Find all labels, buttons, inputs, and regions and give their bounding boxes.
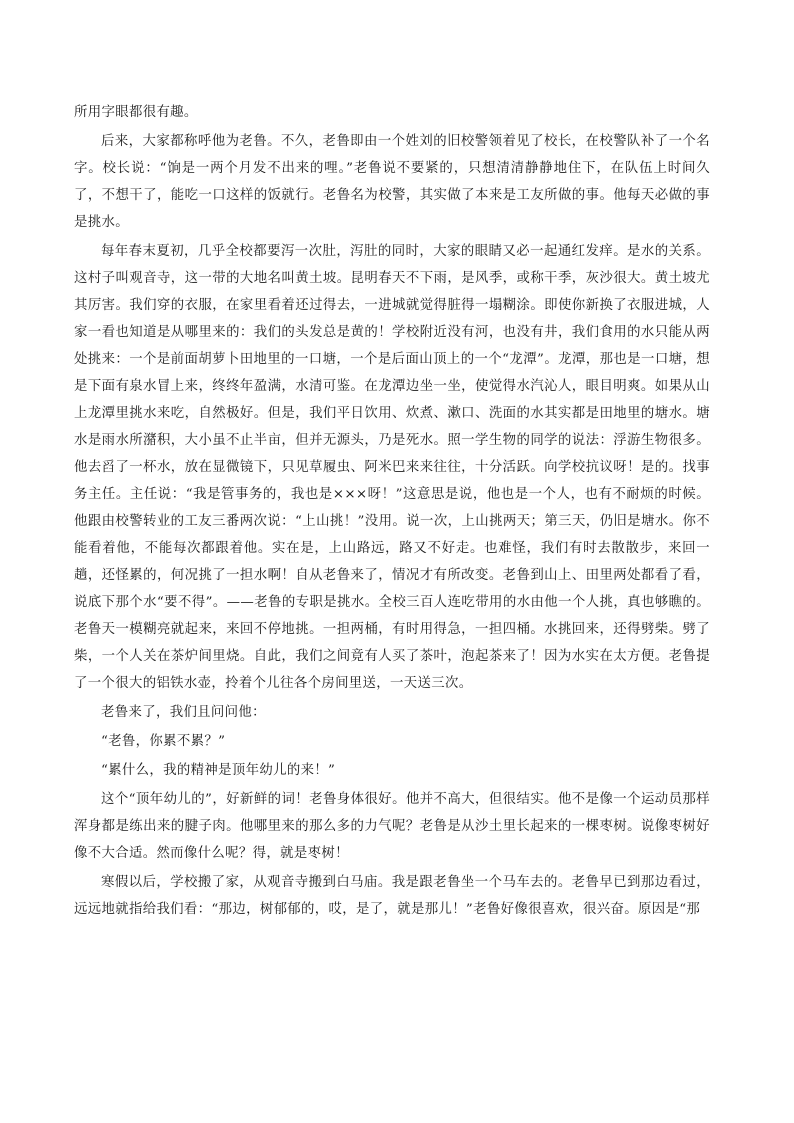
paragraph-2: 后来，大家都称呼他为老鲁。不久，老鲁即由一个姓刘的旧校警领着见了校长，在校警队补了一个名字。校长说：“饷是一两个月发不出来的哩。”老鲁说不要紧的，只想清清静静地住下，在队伍上时间久了，不想干了，能吃一口这样的饭就行。老鲁名为校警，其实做了本来是工友所做的事。他每天必做的事是挑水。 bbox=[74, 134, 710, 230]
dialogue-line-1: “老鲁，你累不累？” bbox=[101, 734, 226, 749]
paragraph-1: 所用字眼都很有趣。 bbox=[74, 105, 198, 120]
paragraph-4: 老鲁来了，我们且问问他： bbox=[101, 705, 266, 720]
paragraph-3: 每年春末夏初，几乎全校都要泻一次肚，泻肚的同时，大家的眼睛又必一起通红发痒。是水的关系。这村子叫观音寺，这一带的大地名叫黄土坡。昆明春天不下雨，是风季，或称干季，灰沙很大。黄土坡尤其厉害。我们穿的衣服，在家里看着还过得去，一进城就觉得脏得一塌糊涂。即使你新换了衣服进城，人家一看也知道是从哪里来的：我们的头发总是黄的！学校附近没有河，也没有井，我们食用的水只能从两处挑来：一个是前面胡萝卜田地里的一口塘，一个是后面山顶上的一个“龙潭”。龙潭，那也是一口塘，想是下面有泉水冒上来，终终年盈满，水清可鉴。在龙潭边坐一坐，使觉得水汽沁人，眼目明爽。如果从山上龙潭里挑水来吃，自然极好。但是，我们平日饮用、炊煮、漱口、洗面的水其实都是田地里的塘水。塘水是雨水所潴积，大小虽不止半亩，但并无源头，乃是死水。照一学生物的同学的说法：浮游生物很多。他去舀了一杯水，放在显微镜下，只见草履虫、阿米巴来来往往，十分活跃。向学校抗议呀！是的。找事务主任。主任说：“我是管事务的，我也是×××呀！”这意思是说，他也是一个人，也有不耐烦的时候。他跟由校警转业的工友三番两次说：“上山挑！”没用。说一次，上山挑两天；第三天，仍旧是塘水。你不能看着他，不能每次都跟着他。实在是，上山路远，路又不好走。也难怪，我们有时去散散步，来回一趟，还怪累的，何况挑了一担水啊！自从老鲁来了，情况才有所改变。老鲁到山上、田里两处都看了看，说底下那个水“要不得”。——老鲁的专职是挑水。全校三百人连吃带用的水由他一个人挑，真也够瞧的。老鲁天一模糊亮就起来，来回不停地挑。一担两桶，有时用得急，一担四桶。水挑回来，还得劈柴。劈了柴，一个人关在茶炉间里烧。自此，我们之间竟有人买了茶叶，泡起茶来了！因为水实在太方便。老鲁提了一个很大的铝铁水壶，拎着个儿往各个房间里送，一天送三次。 bbox=[74, 244, 710, 691]
paragraph-6: 寒假以后，学校搬了家，从观音寺搬到白马庙。我是跟老鲁坐一个马车去的。老鲁早已到那边看过，远远地就指给我们看：“那边，树郁郁的，哎，是了，就是那儿！”老鲁好像很喜欢，很兴奋。原因是“那 bbox=[74, 875, 710, 917]
paragraph-5: 这个“顶年幼儿的”，好新鲜的词！老鲁身体很好。他并不高大，但很结实。他不是像一个运动员那样浑身都是练出来的腱子肉。他哪里来的那么多的力气呢？老鲁是从沙土里长起来的一棵枣树。说像枣树好像不大合适。然而像什么呢？得，就是枣树！ bbox=[74, 792, 710, 861]
dialogue-line-2: “累什么，我的精神是顶年幼儿的来！” bbox=[101, 763, 336, 778]
